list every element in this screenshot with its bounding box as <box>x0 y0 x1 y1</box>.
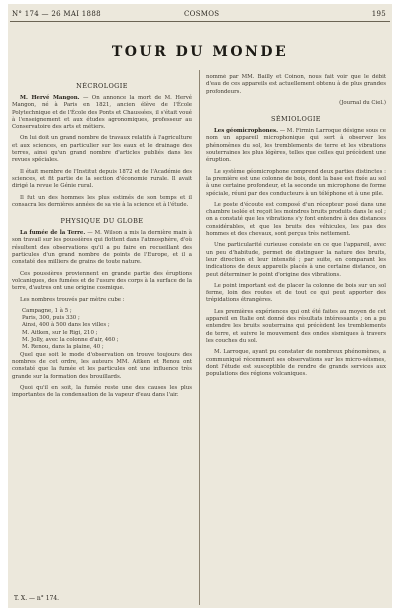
section-heading-physics: PHYSIQUE DU GLOBE <box>60 217 144 226</box>
list-item: M. Jolly, avec la colonne d'air, 460 ; <box>22 337 119 344</box>
article-paragraph: nommé par MM. Bailly et Coinon, nous fait voir que le débit d'eau de ces appareils est actuellement obtenu à de plus grandes profondeurs. <box>206 74 386 95</box>
left-column <box>12 74 192 602</box>
article-paragraph: Il fut un des hommes les plus estimés de son temps et il consacra les dernières années de sa vie à la science et à l'étude. <box>12 194 192 208</box>
article-paragraph: M. Larroque, ayant pu constater de nombreux phénomènes, a communiqué récemment ses observations sur les micro-séismes, dont l'étude est susceptible de rendre de grands services aux populations des régions volcaniques. <box>206 349 386 378</box>
article-paragraph: M. Hervé Mangon. — On annonce la mort de M. Hervé Mangon, né à Paris en 1821, ancien élève de l'École Polytechnique et de l'École des Ponts et Chaussées, il s'était voué à l'enseignement et aux études agronomiques, professeur au Conservatoire des arts et métiers. <box>12 95 192 131</box>
article-paragraph: Quoi qu'il en soit, la fumée reste une des causes les plus importantes de la condensation de la vapeur d'eau dans l'air. <box>12 384 192 399</box>
article-paragraph: Les premières expériences qui ont été faites au moyen de cet appareil en Italie ont donné des résultats intéressants ; on a pu entendre les bruits souterrains qui précèdent les tremblements de terre, et suivre le mouvement des ondes sismiques à travers les couches du sol. <box>206 308 386 344</box>
list-item: M. Renou, dans la plaine, 40 ; <box>22 344 104 351</box>
newspaper-page <box>8 4 392 608</box>
list-intro: Les nombres trouvés par mètre cube : <box>20 296 125 303</box>
list-item: Campagne, 1 à 5 ; <box>22 307 72 314</box>
section-heading-necrology: NÉCROLOGIE <box>76 82 128 90</box>
masthead <box>8 8 392 20</box>
measurement-list <box>12 308 192 352</box>
source-attribution: (Journal du Ciel.) <box>339 99 386 106</box>
article-paragraph: Quel que soit le mode d'observation on trouve toujours des nombres de cet ordre, les auteurs MM. Aitken et Renou ont constaté que la fumée et les particules ont une influence très grande sur la formation des brouillards. <box>12 351 192 380</box>
article-paragraph: On lui doit un grand nombre de travaux relatifs à l'agriculture et aux sciences, en particulier sur les eaux et le drainage des terres, ainsi qu'un grand nombre d'articles publiés dans les revues spéciales. <box>12 135 192 164</box>
section-heading-semiology: SÉMIOLOGIE <box>271 115 321 124</box>
article-paragraph: Ces poussières proviennent en grande partie des éruptions volcaniques, des fumées et de l'usure des corps à la surface de la terre, d'autres ont une origine cosmique. <box>12 270 192 292</box>
article-paragraph: La fumée de la Terre. — M. Wilson a mis la dernière main à son travail sur les poussières qui flottent dans l'atmosphère, d'où résultent des observations qu'il a pu faire en recueillant des particules d'un grand nombre de points de l'Europe, et il a constaté des milliers de grains de toute nature. <box>12 230 192 266</box>
article-paragraph: Les géomicrophones. — M. Firmin Larroque désigne sous ce nom un appareil microphonique qui sert à observer les phénomènes du sol, les tremblements de terre et les vibrations souterraines les plus légères, telles que celles qui précèdent une éruption. <box>206 128 386 164</box>
article-paragraph: Une particularité curieuse consiste en ce que l'appareil, avec un peu d'habitude, permet de distinguer la nature des bruits, leur direction et leur intensité ; par suite, en comparant les indications de deux appareils placés à une certaine distance, on peut déterminer le point d'origine des vibrations. <box>206 242 386 278</box>
article-lead: Les géomicrophones. <box>214 128 278 135</box>
list-item: Paris, 300, puis 330 ; <box>22 315 80 322</box>
article-lead: M. Hervé Mangon. <box>20 95 80 101</box>
page-title: TOUR DU MONDE <box>111 44 289 60</box>
article-paragraph: Il était membre de l'Institut depuis 1872 et de l'Académie des sciences, et fit partie de la section d'économie rurale. Il avait dirigé la revue le Génie rural. <box>12 168 192 190</box>
masthead-rule <box>10 21 390 22</box>
article-lead: La fumée de la Terre. <box>20 230 86 237</box>
page-number: 195 <box>371 10 386 18</box>
volume-footer: T. X. — n° 174. <box>14 595 60 602</box>
right-column <box>206 74 386 602</box>
article-paragraph: Le système géomicrophone comprend deux parties distinctes : la première est une colonne de bois, dont la base est fixée au sol à une certaine profondeur, et la seconde un microphone de forme spéciale, réuni par des conducteurs à un téléphone et à une pile. <box>206 168 386 197</box>
issue-date: N° 174 — 26 MAI 1888 <box>12 10 101 18</box>
column-divider <box>199 70 200 605</box>
publication-name: COSMOS <box>184 10 220 18</box>
article-paragraph: Le point important est de placer la colonne de bois sur un sol ferme, loin des routes et de tout ce qui peut apporter des trépidations étrangères. <box>206 282 386 304</box>
list-item: Ainsi, 400 à 500 dans les villes ; <box>22 322 110 329</box>
list-item: M. Aitken, sur le Rigi, 210 ; <box>22 329 98 336</box>
article-paragraph: Le poste d'écoute est composé d'un récepteur posé dans une chambre isolée et reçoit les moindres bruits produits dans le sol ; on a constaté que les vibrations s'y font entendre à des distances considérables, et que les bruits des véhicules, les pas des hommes et des chevaux, sont perçus très nettement. <box>206 201 386 238</box>
